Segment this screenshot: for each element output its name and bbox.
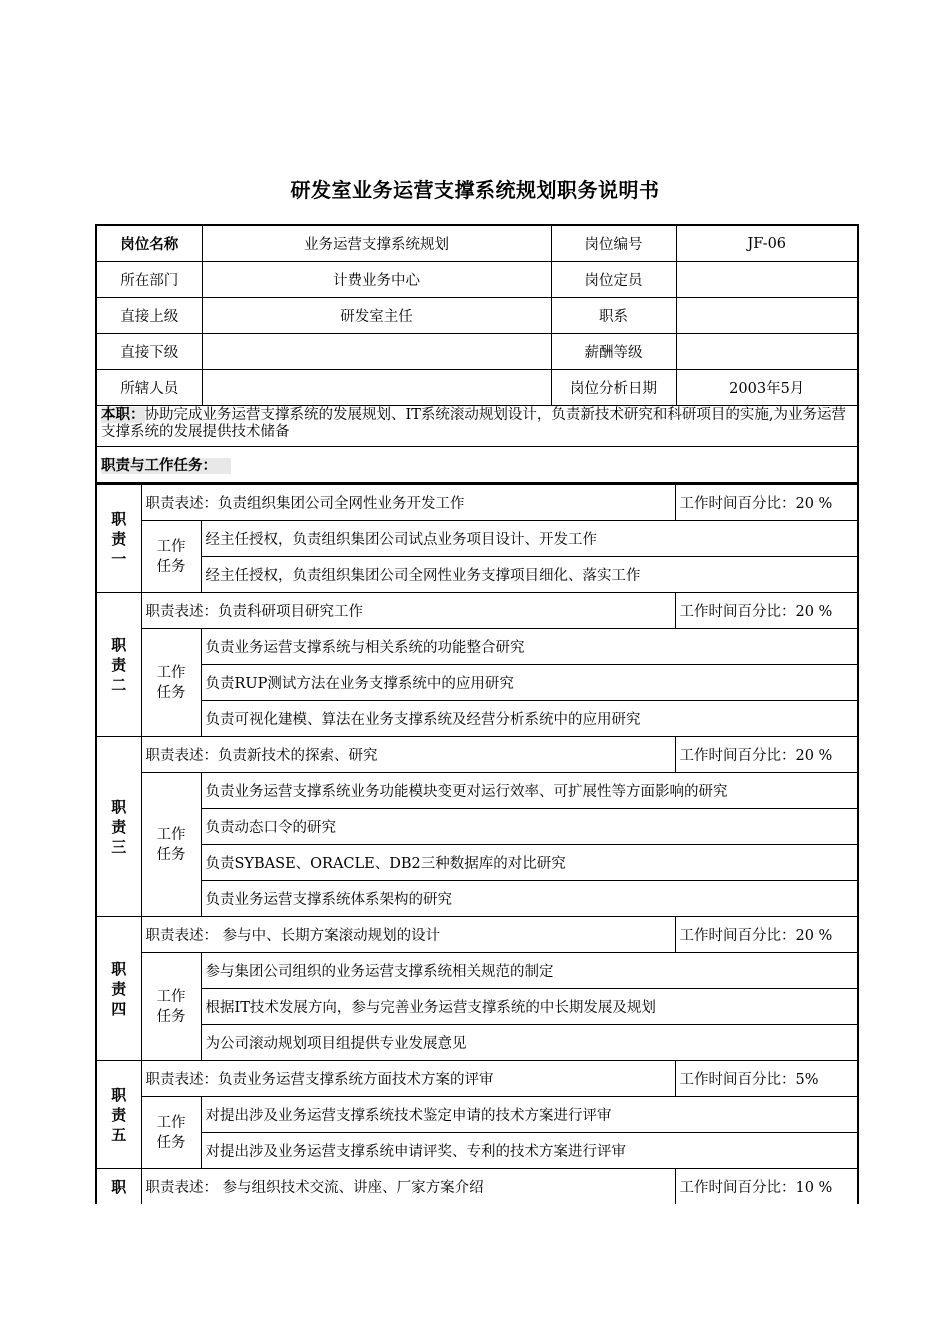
task-item: 负责SYBASE、ORACLE、DB2三种数据库的对比研究 [201, 845, 858, 881]
duty-statement: 职责表述： 参与组织技术交流、讲座、厂家方案介绍 [141, 1169, 675, 1205]
label-analysis-date: 岗位分析日期 [551, 370, 676, 406]
value-position-name: 业务运营支撑系统规划 [202, 225, 551, 262]
task-label [141, 521, 201, 593]
page-title: 研发室业务运营支撑系统规划职务说明书 [290, 178, 660, 202]
duty-statement-row [96, 737, 858, 773]
task-row [96, 989, 858, 1025]
duty-statement: 职责表述：负责科研项目研究工作 [141, 593, 675, 629]
duty-label [96, 917, 141, 1061]
task-row [96, 557, 858, 593]
task-row [96, 881, 858, 917]
task-item: 为公司滚动规划项目组提供专业发展意见 [201, 1025, 858, 1061]
task-row [96, 1133, 858, 1169]
info-row-staff [96, 370, 858, 406]
section-title: 职责与工作任务： [101, 458, 231, 474]
duty-label [96, 593, 141, 737]
task-row [96, 953, 858, 989]
duty-time-percent: 工作时间百分比：5% [675, 1061, 858, 1097]
label-job-family: 职系 [551, 298, 676, 334]
task-item: 对提出涉及业务运营支撑系统申请评奖、专利的技术方案进行评审 [201, 1133, 858, 1169]
task-label-text: 工作任务 [156, 538, 186, 575]
task-item: 参与集团公司组织的业务运营支撑系统相关规范的制定 [201, 953, 858, 989]
task-row [96, 845, 858, 881]
task-label [141, 953, 201, 1061]
task-label [141, 629, 201, 737]
label-subordinate: 直接下级 [96, 334, 202, 370]
task-item: 负责业务运营支撑系统体系架构的研究 [201, 881, 858, 917]
label-headcount: 岗位定员 [551, 262, 676, 298]
task-label-text: 工作任务 [156, 664, 186, 701]
task-row [96, 809, 858, 845]
value-analysis-date: 2003年5月 [676, 370, 858, 406]
duty-statement: 职责表述：负责业务运营支撑系统方面技术方案的评审 [141, 1061, 675, 1097]
task-item: 负责业务运营支撑系统与相关系统的功能整合研究 [201, 629, 858, 665]
duty-label [96, 485, 141, 593]
info-row-superior [96, 298, 858, 334]
duty-label-text: 职责一 [111, 509, 127, 568]
summary-cell [96, 406, 858, 447]
label-position-code: 岗位编号 [551, 225, 676, 262]
duty-statement: 职责表述：负责新技术的探索、研究 [141, 737, 675, 773]
task-label [141, 773, 201, 917]
info-row-subordinate [96, 334, 858, 370]
task-item: 负责可视化建模、算法在业务支撑系统及经营分析系统中的应用研究 [201, 701, 858, 737]
job-info-table [95, 224, 859, 484]
task-row [96, 521, 858, 557]
summary-text: 协助完成业务运营支撑系统的发展规划、IT系统滚动规划设计，负责新技术研究和科研项目的实施,为业务运营支撑系统的发展提供技术储备 [101, 407, 847, 440]
duty-label-text: 职责五 [111, 1085, 127, 1144]
task-row [96, 629, 858, 665]
duty-label-text: 职 [111, 1177, 127, 1196]
task-row [96, 665, 858, 701]
task-item: 经主任授权，负责组织集团公司试点业务项目设计、开发工作 [201, 521, 858, 557]
task-item: 对提出涉及业务运营支撑系统技术鉴定申请的技术方案进行评审 [201, 1097, 858, 1133]
duty-label [96, 1061, 141, 1169]
value-job-family [676, 298, 858, 334]
duty-label [96, 737, 141, 917]
section-row [96, 447, 858, 484]
task-item: 负责RUP测试方法在业务支撑系统中的应用研究 [201, 665, 858, 701]
task-item: 负责业务运营支撑系统业务功能模块变更对运行效率、可扩展性等方面影响的研究 [201, 773, 858, 809]
duty-statement-row [96, 1061, 858, 1097]
duty-statement-row [96, 917, 858, 953]
label-staff: 所辖人员 [96, 370, 202, 406]
duty-label-text: 职责四 [111, 959, 127, 1018]
duty-time-percent: 工作时间百分比：20 % [675, 917, 858, 953]
label-superior: 直接上级 [96, 298, 202, 334]
duty-label-text: 职责二 [111, 635, 127, 694]
summary-label: 本职： [101, 407, 145, 423]
task-item: 经主任授权，负责组织集团公司全网性业务支撑项目细化、落实工作 [201, 557, 858, 593]
value-superior: 研发室主任 [202, 298, 551, 334]
info-row-department [96, 262, 858, 298]
duty-time-percent: 工作时间百分比：20 % [675, 593, 858, 629]
task-item: 负责动态口令的研究 [201, 809, 858, 845]
duty-label-text: 职责三 [111, 797, 127, 856]
task-label-text: 工作任务 [156, 826, 186, 863]
value-subordinate [202, 334, 551, 370]
duty-statement: 职责表述：负责组织集团公司全网性业务开发工作 [141, 485, 675, 521]
value-pay-grade [676, 334, 858, 370]
task-item: 根据IT技术发展方向，参与完善业务运营支撑系统的中长期发展及规划 [201, 989, 858, 1025]
task-row [96, 1097, 858, 1133]
duty-statement-row [96, 485, 858, 521]
job-description-form [95, 224, 857, 1204]
label-department: 所在部门 [96, 262, 202, 298]
duty-label [96, 1169, 141, 1205]
value-department: 计费业务中心 [202, 262, 551, 298]
duty-statement-row [96, 593, 858, 629]
value-staff [202, 370, 551, 406]
duty-statement: 职责表述： 参与中、长期方案滚动规划的设计 [141, 917, 675, 953]
info-row-position-name [96, 225, 858, 262]
summary-row [96, 406, 858, 447]
duties-table [95, 484, 859, 1204]
duty-time-percent: 工作时间百分比：20 % [675, 485, 858, 521]
value-headcount [676, 262, 858, 298]
task-row [96, 1025, 858, 1061]
task-row [96, 701, 858, 737]
task-label-text: 工作任务 [156, 1114, 186, 1151]
task-label-text: 工作任务 [156, 988, 186, 1025]
duty-statement-row [96, 1169, 858, 1205]
duty-time-percent: 工作时间百分比：20 % [675, 737, 858, 773]
duty-time-percent: 工作时间百分比：10 % [675, 1169, 858, 1205]
task-row [96, 773, 858, 809]
label-pay-grade: 薪酬等级 [551, 334, 676, 370]
section-title-cell [96, 447, 858, 484]
label-position-name: 岗位名称 [96, 225, 202, 262]
task-label [141, 1097, 201, 1169]
value-position-code: JF-06 [676, 225, 858, 262]
